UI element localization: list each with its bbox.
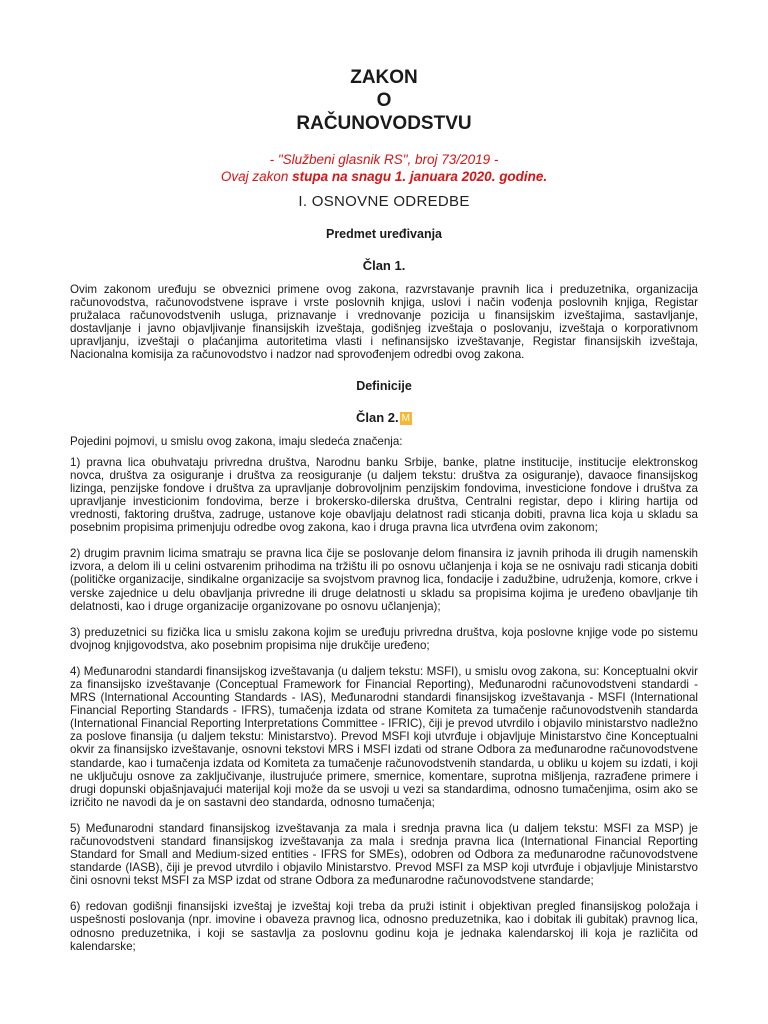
- definition-item-5: 5) Međunarodni standard finansijskog izveštavanja za mala i srednja pravna lica (u daljem tekstu: MSFI za MSP) je računovodstveni standard finansijskog izveštavanja za mala i srednja pravna lica (International Financial Reporting Standard for Small and Medium-sized entities - IFRS for SMEs), odobren od Odbora za međunarodne računovodstvene standarde (IASB), čiji je prevod utvrdilo i objavilo Ministarstvo. Prevod MSFI za MSP koji utvrđuje i objavljuje Ministarstvo čini osnovni tekst MSFI za MSP izdat od strane Odbora za međunarodne računovodstvene standarde;: [70, 821, 698, 888]
- title-line-2: O: [376, 90, 392, 111]
- definitions-heading: Definicije: [356, 378, 412, 393]
- definition-item-2: 2) drugim pravnim licima smatraju se pravna lica čije se poslovanje delom finansira iz javnih prihoda ili drugih namenskih izvora, a delom ili u celini ostvarenim prihodima na tržištu ili po osnovu učlanjenja i koja se ne osnivaju radi sticanja dobiti (političke organizacije, sindikalne organizacije sa svojstvom pravnog lica, fondacije i zadužbine, udruženja, komore, crkve i verske zajednice u delu obavljanja privredne ili druge delatnosti u skladu sa propisima kojima je uređeno obavljanje tih delatnosti, kao i druge organizacije organizovane po osnovu učlanjenja);: [70, 547, 698, 613]
- definitions-intro: Pojedini pojmovi, u smislu ovog zakona, imaju sledeća značenja:: [70, 434, 403, 448]
- gazette-note: [70, 151, 698, 185]
- article-2-label: Član 2.: [356, 409, 399, 425]
- effective-date-prefix: Ovaj zakon: [220, 169, 293, 184]
- section-heading: I. OSNOVNE ODREDBE: [298, 193, 470, 210]
- gazette-reference: - "Službeni glasnik RS", broj 73/2019 -: [269, 152, 499, 167]
- title-line-1: ZAKON: [350, 67, 418, 88]
- effective-date-line: [70, 168, 698, 185]
- definition-item-3: 3) preduzetnici su fizička lica u smislu zakona kojim se uređuju privredna društva, koja poslovne knjige vode po sistemu dvojnog knjigovodstva, ako posebnim propisima nije drukčije uređeno;: [70, 625, 698, 652]
- article-1-text: Ovim zakonom uređuju se obveznici primene ovog zakona, razvrstavanje pravnih lica i preduzetnika, organizacija računovodstva, računovodstvene isprave i vrste poslovnih knjiga, uslovi i način vođenja poslovnih knjiga, Registar pružalaca računovodstvenih usluga, priznavanje i vrednovanje pozicija u finansijskim izveštajima, sastavljanje, dostavljanje i javno objavljivanje finansijskih izveštaja, godišnjeg izveštaja o poslovanju, izveštaja o korporativnom upravljanju, izveštaji o plaćanjima autoritetima vlasti i nefinansijsko izveštavanje, Registar finansijskih izveštaja, Nacionalna komisija za računovodstvo i nadzor nad sprovođenjem odredbi ovog zakona.: [70, 283, 698, 362]
- article-1-heading: Član 1.: [362, 258, 406, 273]
- subject-heading: Predmet uređivanja: [325, 227, 442, 241]
- law-title: [70, 66, 698, 135]
- effective-date-text: stupa na snagu 1. januara 2020. godine.: [292, 169, 548, 184]
- article-2-heading: [70, 410, 698, 425]
- definition-item-1: 1) pravna lica obuhvataju privredna društva, Narodnu banku Srbije, banke, platne institucije, institucije elektronskog novca, društva za osiguranje i društva za reosiguranje (u daljem tekstu: društva za osiguranje), davaoce finansijskog lizinga, penzijske fondove i društva za upravljanje dobrovoljnim penzijskim fondovima, investicione fondove i društva za upravljanje investicionim fondovima, berze i brokersko-dilerska društva, Centralni registar, depo i kliring hartija od vrednosti, faktoring društva, zadruge, ustanove koje obavljaju delatnost radi sticanja dobiti, pravna lica koja u skladu sa posebnim propisima primenjuju odredbe ovog zakona, kao i druga pravna lica utvrđena ovim zakonom;: [70, 455, 698, 535]
- amendment-marker-icon[interactable]: M: [401, 412, 410, 424]
- definition-item-4: 4) Međunarodni standardi finansijskog izveštavanja (u daljem tekstu: MSFI), u smislu ovog zakona, su: Konceptualni okvir za finansijsko izveštavanje (Conceptual Framework for Financial Reporting), Međunarodni računovodstveni standardi - MRS (International Accounting Standards - IAS), Međunarodni standardi finansijskog izveštavanja - MSFI (International Financial Reporting Standards - IFRS), tumačenja izdata od strane Komiteta za tumačenje računovodstvenih standarda (International Financial Reporting Interpretations Committee - IFRIC), čiji je prevod utvrdilo i objavilo ministarstvo nadležno za poslove finansija (u daljem tekstu: Ministarstvo). Prevod MSFI koji utvrđuje i objavljuje Ministarstvo čine Konceptualni okvir za finansijsko izveštavanje, osnovni tekstovi MRS i MSFI izdati od strane Odbora za međunarodne računovodstvene standarde, kao i tumačenja izdata od Komiteta za tumačenje računovodstvenih standarda, u obliku u kojem su izdati, i koji ne uključuju osnove za zaključivanje, ilustrujuće primere, smernice, komentare, suprotna mišljenja, razrađene primere i drugi dopunski objašnjavajući materijal koji može da se usvoji u vezi sa standardima, odnosno tumačenjima, osim ako se izričito ne navodi da je on sastavni deo standarda, odnosno tumačenja;: [70, 664, 698, 809]
- title-line-3: RAČUNOVODSTVU: [296, 113, 472, 134]
- definition-item-6: 6) redovan godišnji finansijski izveštaj je izveštaj koji treba da pruži istinit i objektivan pregled finansijskog položaja i uspešnosti poslovanja (npr. imovine i obaveza pravnog lica, odnosno preduzetnika, kao i dobitak ili gubitak) pravnog lica, odnosno preduzetnika, i koji se sastavlja za poslovnu godinu koja je jednaka kalendarskoj ili koja je različita od kalendarske;: [70, 900, 698, 953]
